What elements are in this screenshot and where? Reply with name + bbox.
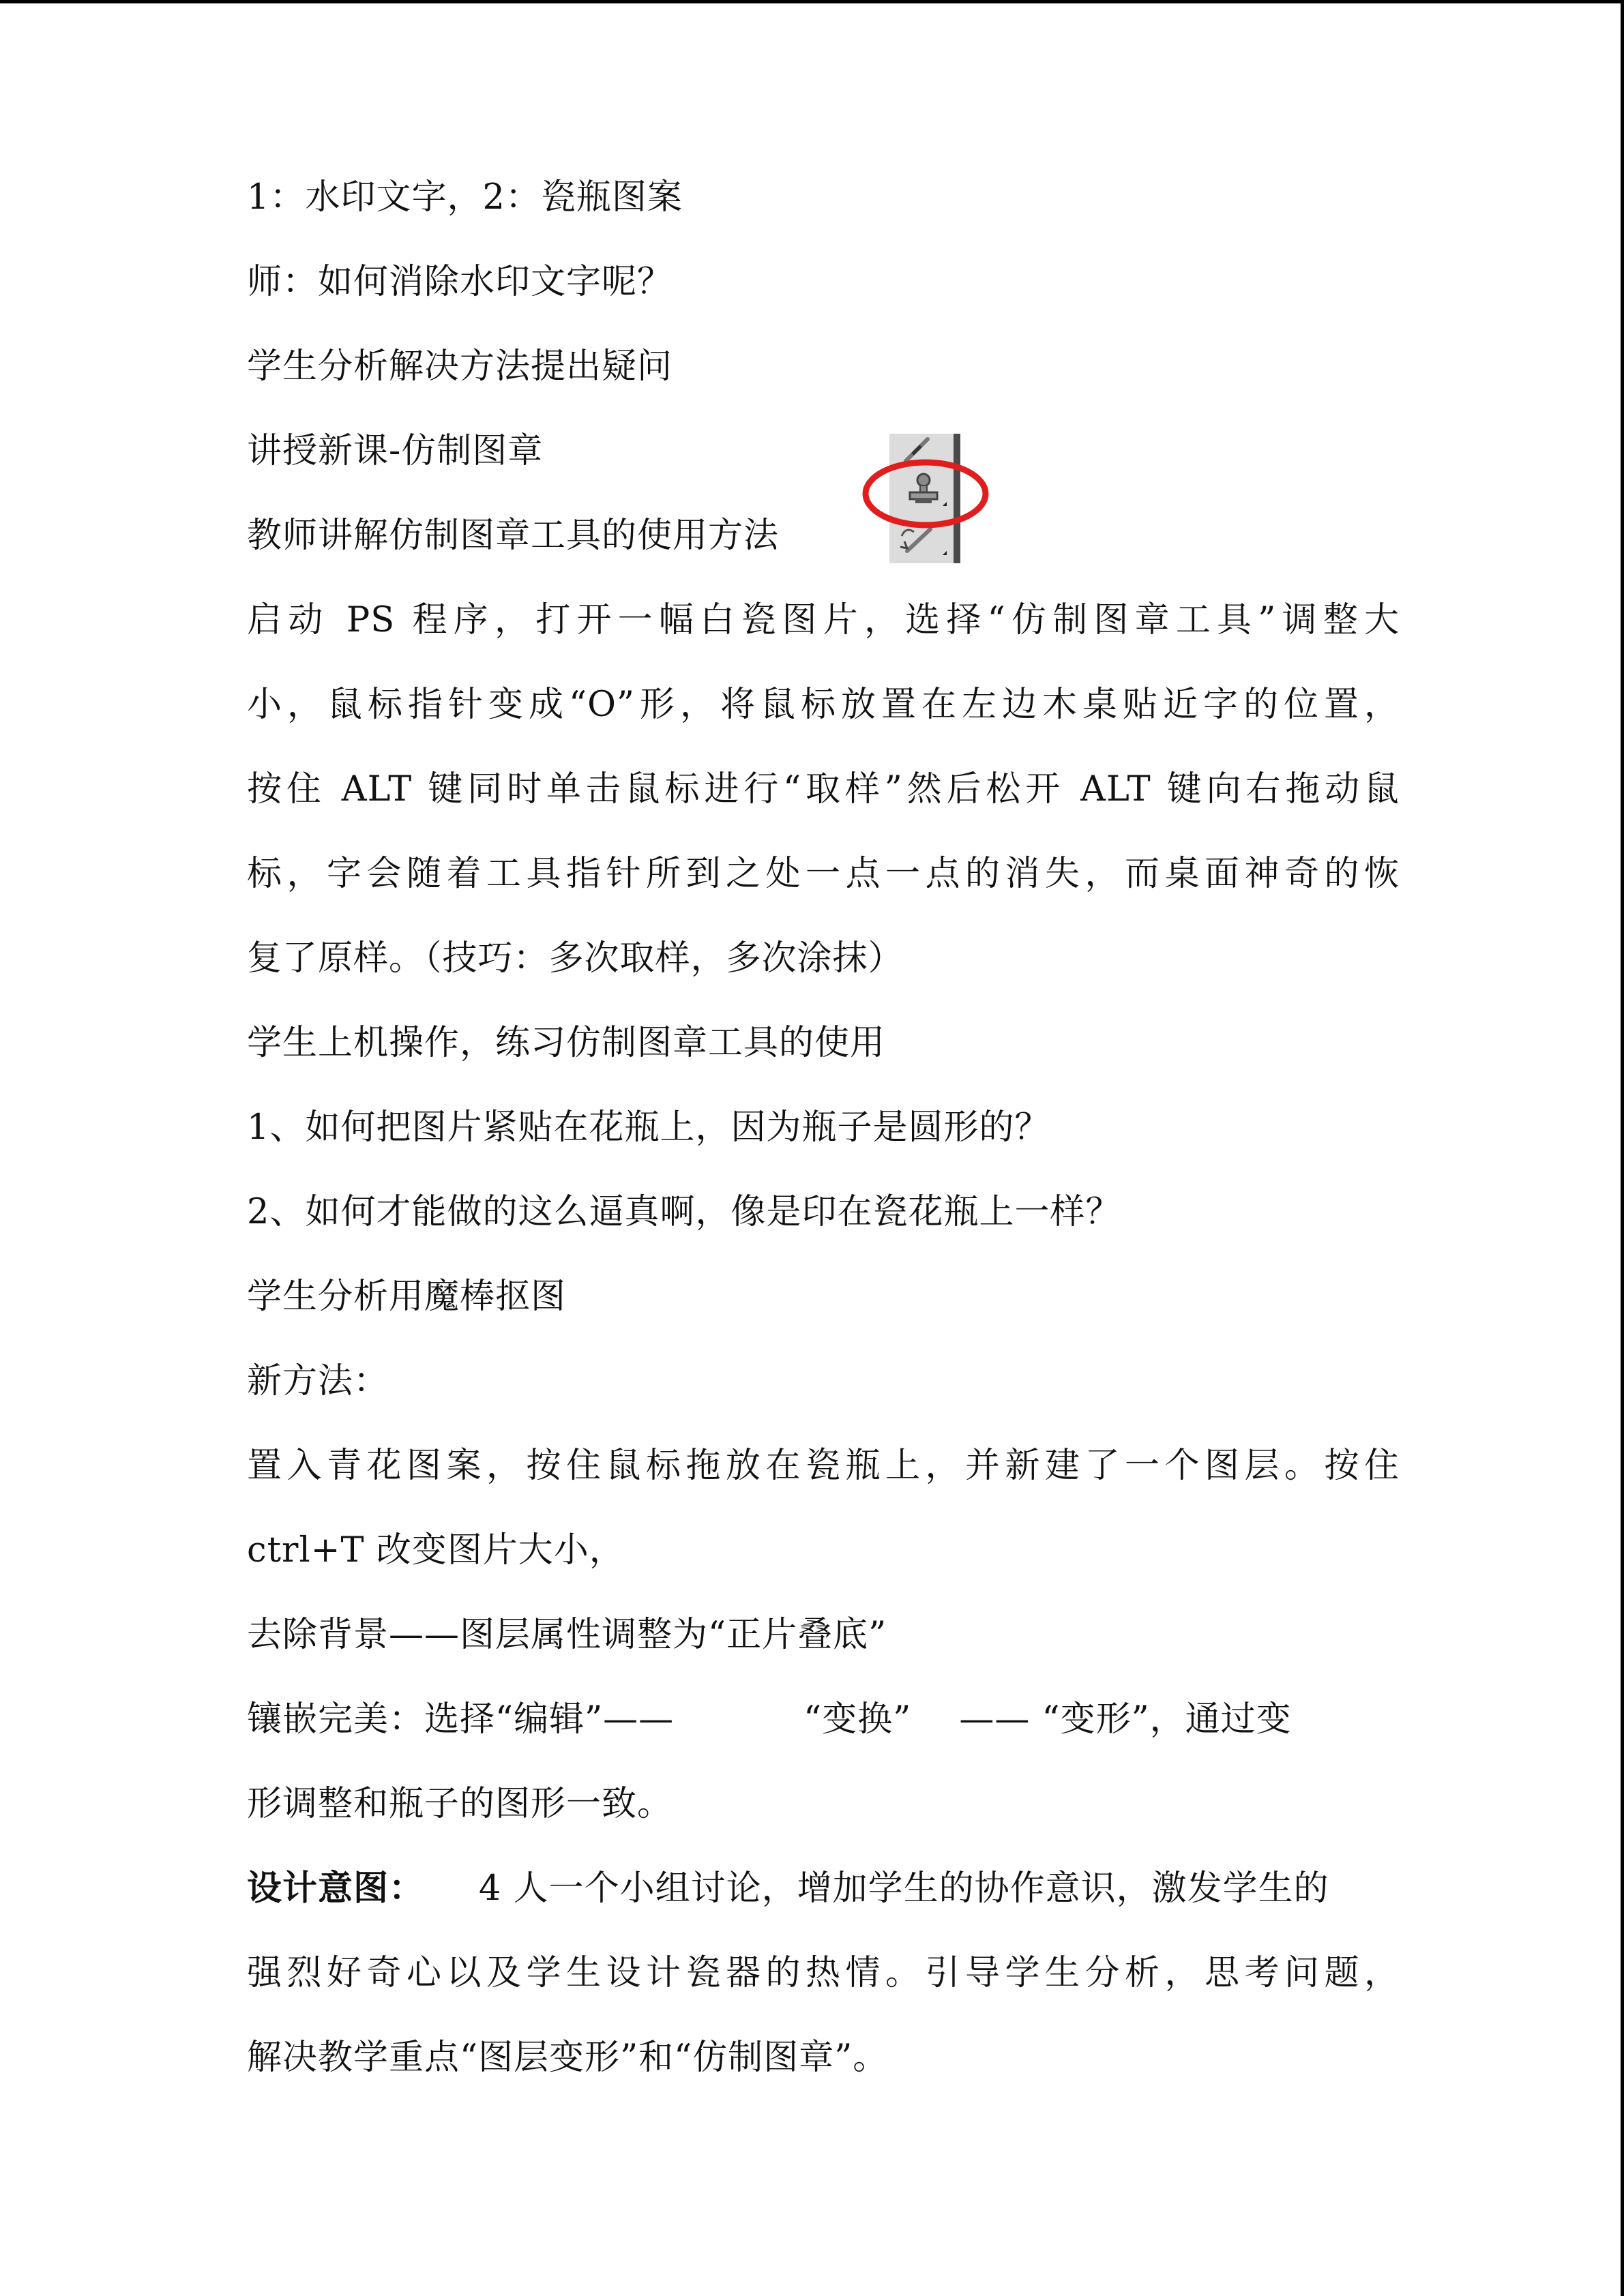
text-line-ctrl-t: ctrl+T 改变图片大小，: [247, 1530, 625, 1570]
text-line-teacher-question: 师：如何消除水印文字呢？: [247, 262, 673, 302]
text-line-magic-wand: 学生分析用魔棒抠图: [247, 1277, 567, 1317]
text-line-design-intent-2: 强烈好奇心以及学生设计瓷器的热情。引导学生分析，思考问题，: [247, 1953, 1400, 1993]
text-line-ps-step-2: 小，鼠标指针变成“O”形，将鼠标放置在左边木桌贴近字的位置，: [247, 685, 1400, 725]
text-line-ps-step-5: 复了原样。（技巧：多次取样，多次涂抹）: [247, 938, 904, 979]
text-line-watermark-parts: 1：水印文字，2：瓷瓶图案: [247, 177, 683, 218]
text-line-tool-explanation: 教师讲解仿制图章工具的使用方法: [247, 516, 780, 556]
text-line-ps-step-4: 标，字会随着工具指针所到之处一点一点的消失，而桌面神奇的恢: [247, 854, 1400, 894]
text-line-remove-background: 去除背景——图层属性调整为“正片叠底”: [247, 1615, 887, 1655]
text-line-place-pattern: 置入青花图案，按住鼠标拖放在瓷瓶上，并新建了一个图层。按住: [247, 1446, 1400, 1486]
page-top-border: [0, 0, 1624, 3]
design-intent-label: 设计意图：: [247, 1868, 425, 1909]
clone-stamp-tool-image: [861, 434, 990, 563]
transform-step-warp: —— “变形”，通过变: [959, 1699, 1292, 1740]
text-line-design-intent: [247, 1847, 1400, 1931]
document-body: [247, 155, 1400, 2100]
text-line-transform-steps: [247, 1678, 1400, 1762]
text-line-design-intent-3: 解决教学重点“图层变形”和“仿制图章”。: [247, 2038, 889, 2078]
text-line-new-method: 新方法：: [247, 1361, 389, 1401]
text-line-ps-step-1: 启动 PS 程序，打开一幅白瓷图片，选择“仿制图章工具”调整大: [247, 600, 1400, 640]
text-line-student-practice: 学生上机操作，练习仿制图章工具的使用: [247, 1023, 886, 1063]
toolbar-border: [954, 434, 960, 563]
text-line-question-2: 2、如何才能做的这么逼真啊，像是印在瓷花瓶上一样？: [247, 1192, 1121, 1232]
transform-step-edit: 镶嵌完美：选择“编辑”——: [247, 1699, 675, 1740]
text-line-shape-match: 形调整和瓶子的图形一致。: [247, 1784, 673, 1824]
clone-stamp-toolbar-icon: [861, 434, 990, 563]
text-line-new-lesson: 讲授新课-仿制图章: [247, 431, 544, 471]
text-line-ps-step-3: 按住 ALT 键同时单击鼠标进行“取样”然后松开 ALT 键向右拖动鼠: [247, 769, 1400, 809]
text-line-student-analysis: 学生分析解决方法提出疑问: [247, 346, 673, 387]
text-line-question-1: 1、如何把图片紧贴在花瓶上，因为瓶子是圆形的？: [247, 1107, 1050, 1148]
page-right-border: [1621, 0, 1624, 2296]
transform-step-transform: “变换”: [803, 1699, 912, 1740]
design-intent-text: 4 人一个小组讨论，增加学生的协作意识，激发学生的: [479, 1868, 1329, 1909]
